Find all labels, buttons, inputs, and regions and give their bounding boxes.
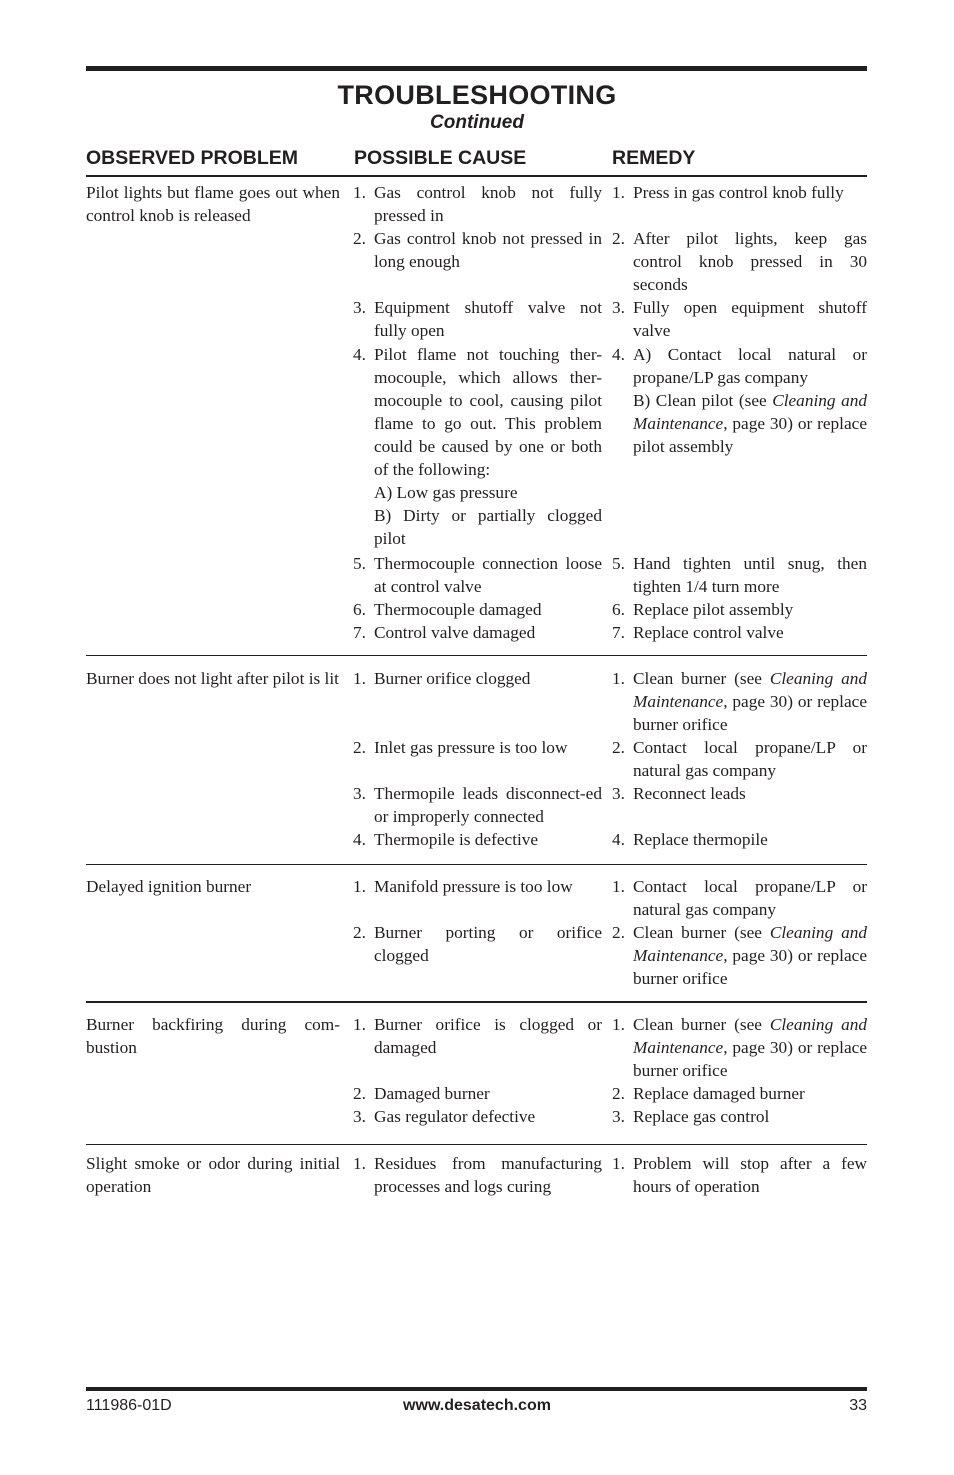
item-number: 1.	[353, 877, 366, 896]
remedy-item	[612, 621, 867, 644]
item-text: Damaged burner	[374, 1084, 490, 1103]
item-number: 1.	[612, 1154, 625, 1173]
item-number: 7.	[353, 623, 366, 642]
item-text: Press in gas control knob fully	[633, 183, 844, 202]
item-text: Replace control valve	[633, 623, 784, 642]
observed-problem: Burner does not light after pilot is lit	[86, 669, 339, 688]
item-text: Thermopile is defective	[374, 830, 539, 849]
item-number: 7.	[612, 623, 625, 642]
item-text: Gas control knob not fully pressed in	[374, 183, 602, 225]
footer-rule	[86, 1387, 867, 1391]
item-text: Replace pilot assembly	[633, 600, 794, 619]
item-number: 1.	[612, 183, 625, 202]
item-text: Hand tighten until snug, then tighten 1/4 turn more	[633, 554, 867, 596]
item-text: Residues from manufacturing processes and logs curing	[374, 1154, 602, 1196]
top-rule	[86, 66, 867, 71]
remedy-item	[612, 921, 867, 990]
item-text: , page 30) or replace burner orifice	[633, 946, 867, 988]
item-number: 2.	[612, 923, 625, 942]
item-subtext: A) Low gas pressure	[374, 483, 518, 502]
row-divider	[86, 655, 867, 656]
item-number: 3.	[353, 784, 366, 803]
remedy-item	[612, 782, 867, 805]
item-number: 5.	[612, 554, 625, 573]
item-text-italic: Cleaning and Maintenance	[633, 1015, 867, 1057]
item-text: Gas regulator defective	[374, 1107, 536, 1126]
item-number: 4.	[612, 345, 625, 364]
item-text: Reconnect leads	[633, 784, 746, 803]
item-text: Replace thermopile	[633, 830, 768, 849]
item-text: Contact local propane/LP or natural gas company	[633, 738, 867, 780]
remedy-item	[612, 1013, 867, 1082]
item-text: Thermocouple damaged	[374, 600, 542, 619]
observed-problem: Burner backfiring during com-bustion	[86, 1015, 340, 1057]
cause-item	[353, 621, 602, 644]
item-text: A) Contact local natural or propane/LP gas company	[633, 345, 867, 387]
remedy-item	[612, 875, 867, 921]
cause-item	[353, 828, 602, 851]
item-text: Pilot flame not touching ther-mocouple, which allows ther-mocouple to cool, causing pilot flame to go out. This problem could be caused by one or both of the following:	[374, 345, 602, 479]
cause-item	[353, 782, 602, 828]
cause-item	[353, 227, 602, 273]
item-number: 1.	[353, 1154, 366, 1173]
page-title: TROUBLESHOOTING	[337, 80, 617, 110]
item-text-italic: Cleaning and Maintenance	[633, 923, 867, 965]
cause-item	[353, 667, 602, 690]
item-number: 3.	[353, 1107, 366, 1126]
row-divider	[86, 1001, 867, 1003]
item-text: Burner orifice is clogged or damaged	[374, 1015, 602, 1057]
remedy-item	[612, 598, 867, 621]
remedy-item	[612, 227, 867, 296]
cause-item	[353, 181, 602, 227]
remedy-item	[612, 1105, 867, 1128]
remedy-item	[612, 736, 867, 782]
cause-item	[353, 1152, 602, 1198]
remedy-item	[612, 552, 867, 598]
item-number: 2.	[353, 229, 366, 248]
remedy-item	[612, 181, 867, 204]
cause-item	[353, 343, 602, 550]
cause-item	[353, 296, 602, 342]
item-text: , page 30) or replace burner orifice	[633, 692, 867, 734]
row-divider	[86, 1144, 867, 1145]
item-text: Replace damaged burner	[633, 1084, 805, 1103]
item-text: Burner orifice clogged	[374, 669, 531, 688]
cause-item	[353, 921, 602, 967]
item-text: Manifold pressure is too low	[374, 877, 573, 896]
observed-problem: Delayed ignition burner	[86, 877, 252, 896]
row-divider	[86, 864, 867, 865]
item-number: 4.	[353, 345, 366, 364]
item-number: 1.	[612, 877, 625, 896]
item-number: 6.	[353, 600, 366, 619]
item-text: Clean burner (see	[633, 669, 770, 688]
item-number: 4.	[353, 830, 366, 849]
item-text: After pilot lights, keep gas control knob pressed in 30 seconds	[633, 229, 867, 294]
item-text: Thermocouple connection loose at control valve	[374, 554, 602, 596]
cause-item	[353, 875, 602, 898]
item-text: , page 30) or replace burner orifice	[633, 1038, 867, 1080]
item-number: 1.	[353, 1015, 366, 1034]
column-header-problem: OBSERVED PROBLEM	[86, 147, 299, 169]
item-number: 2.	[612, 229, 625, 248]
item-number: 2.	[612, 738, 625, 757]
cause-item	[353, 1105, 602, 1128]
item-number: 6.	[612, 600, 625, 619]
page-number: 33	[849, 1397, 867, 1414]
item-number: 2.	[353, 738, 366, 757]
item-text: Contact local propane/LP or natural gas company	[633, 877, 867, 919]
cause-item	[353, 1082, 602, 1105]
item-text: Control valve damaged	[374, 623, 536, 642]
item-text: Inlet gas pressure is too low	[374, 738, 568, 757]
item-text: Replace gas control	[633, 1107, 770, 1126]
item-number: 3.	[612, 1107, 625, 1126]
website-link[interactable]: www.desatech.com	[403, 1397, 551, 1414]
item-number: 1.	[353, 669, 366, 688]
remedy-item	[612, 1152, 867, 1198]
column-header-remedy: REMEDY	[612, 147, 696, 169]
item-text-italic: Cleaning and Maintenance	[633, 669, 867, 711]
item-number: 3.	[353, 298, 366, 317]
item-text: Gas control knob not pressed in long enough	[374, 229, 602, 271]
item-number: 1.	[612, 1015, 625, 1034]
item-text: Equipment shutoff valve not fully open	[374, 298, 602, 340]
item-subtext: B) Clean pilot (see Cleaning and Maintenance, page 30) or replace pilot assembly	[633, 391, 867, 456]
header-rule	[86, 175, 867, 177]
page-subtitle: Continued	[430, 112, 524, 133]
item-number: 3.	[612, 298, 625, 317]
item-number: 2.	[353, 923, 366, 942]
remedy-item	[612, 828, 867, 851]
item-number: 5.	[353, 554, 366, 573]
remedy-item	[612, 1082, 867, 1105]
observed-problem: Slight smoke or odor during initial operation	[86, 1154, 340, 1196]
item-number: 2.	[612, 1084, 625, 1103]
remedy-item	[612, 667, 867, 736]
item-number: 2.	[353, 1084, 366, 1103]
column-header-cause: POSSIBLE CAUSE	[354, 147, 527, 169]
cause-item	[353, 736, 602, 759]
remedy-item	[612, 296, 867, 342]
item-number: 3.	[612, 784, 625, 803]
item-text: Thermopile leads disconnect-ed or improperly connected	[374, 784, 602, 826]
item-text: Clean burner (see	[633, 923, 770, 942]
item-text: Burner porting or orifice clogged	[374, 923, 602, 965]
remedy-item	[612, 343, 867, 458]
item-number: 4.	[612, 830, 625, 849]
item-number: 1.	[353, 183, 366, 202]
cause-item	[353, 1013, 602, 1059]
item-text: Problem will stop after a few hours of operation	[633, 1154, 867, 1196]
item-number: 1.	[612, 669, 625, 688]
cause-item	[353, 598, 602, 621]
item-text: Clean burner (see	[633, 1015, 770, 1034]
document-number: 111986-01D	[86, 1397, 172, 1414]
observed-problem: Pilot lights but flame goes out when control knob is released	[86, 183, 340, 225]
item-text: Fully open equipment shutoff valve	[633, 298, 867, 340]
item-subtext: B) Dirty or partially clogged pilot	[374, 506, 602, 548]
cause-item	[353, 552, 602, 598]
